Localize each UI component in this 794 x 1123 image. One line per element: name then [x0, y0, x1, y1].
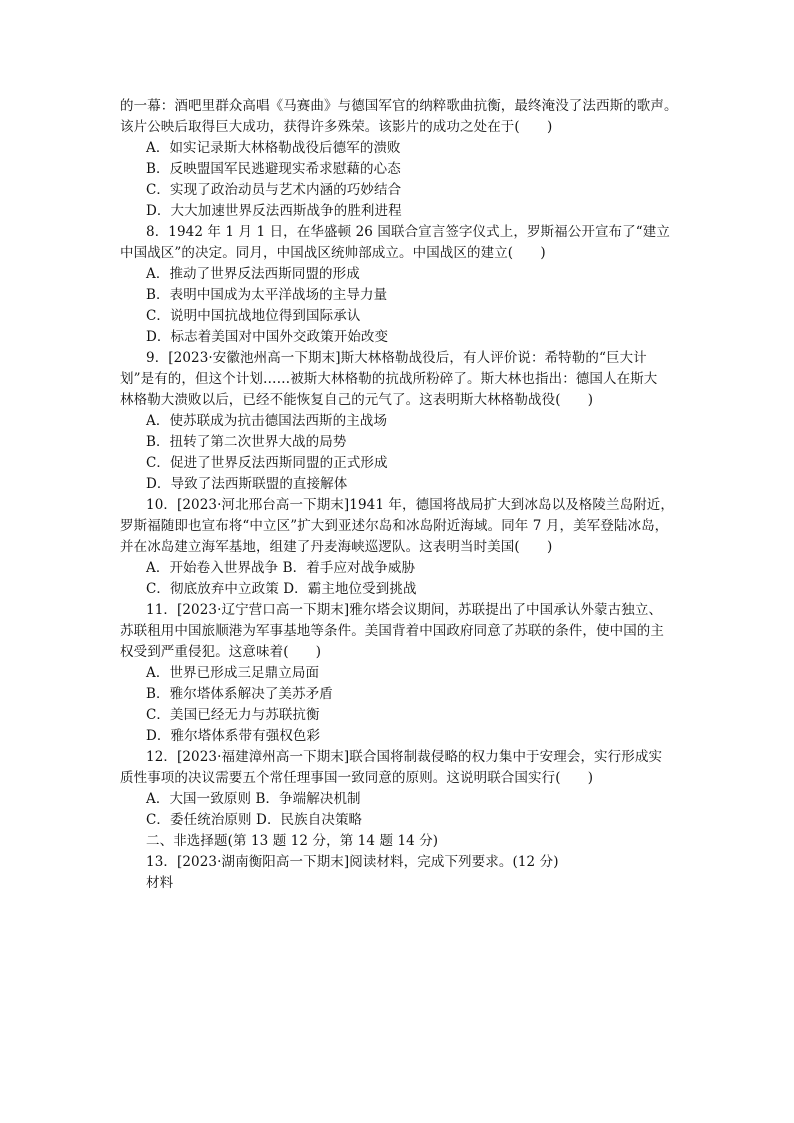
question-10-stem-cont: 罗斯福随即也宣布将“中立区”扩大到亚述尔岛和冰岛附近海域。同年 7 月，美军登陆冰岛，	[120, 518, 669, 534]
option-b: B．反映盟国军民逃避现实希求慰藉的心态	[146, 161, 401, 177]
option-a: A．如实记录斯大林格勒战役后德军的溃败	[146, 140, 401, 156]
option-c: C．美国已经无力与苏联抗衡	[146, 707, 320, 723]
option-b: B．扭转了第二次世界大战的局势	[146, 434, 347, 450]
option-c: C．实现了政治动员与艺术内涵的巧妙结合	[146, 182, 402, 198]
question-8-stem: 8．1942 年 1 月 1 日，在华盛顿 26 国联合宣言签字仪式上，罗斯福公开宣布了“建立	[146, 224, 670, 240]
option-a: A．世界已形成三足鼎立局面	[146, 665, 320, 681]
options-c-d: C．委任统治原则 D．民族自决策略	[146, 812, 363, 828]
option-c: C．促进了世界反法西斯同盟的正式形成	[146, 455, 388, 471]
option-a: A．使苏联成为抗击德国法西斯的主战场	[146, 413, 388, 429]
option-d: D．标志着美国对中国外交政策开始改变	[146, 329, 389, 345]
option-d: D．大大加速世界反法西斯战争的胜利进程	[146, 203, 402, 219]
question-13-stem: 13．[2023·湖南衡阳高一下期末]阅读材料，完成下列要求。(12 分)	[146, 854, 559, 870]
question-12-stem-cont: 质性事项的决议需要五个常任理事国一致同意的原则。这说明联合国实行( )	[120, 770, 594, 786]
options-c-d: C．彻底放弃中立政策 D．霸主地位受到挑战	[146, 581, 417, 597]
question-10-stem-cont: 并在冰岛建立海军基地，组建了丹麦海峡巡逻队。这表明当时美国( )	[120, 539, 553, 555]
question-12-stem: 12．[2023·福建漳州高一下期末]联合国将制裁侵略的权力集中于安理会，实行形成实	[146, 749, 663, 765]
section-heading: 二、非选择题(第 13 题 12 分，第 14 题 14 分)	[146, 833, 439, 849]
question-9-stem-cont: 划”是有的，但这个计划……被斯大林格勒的抗战所粉碎了。斯大林也指出：德国人在斯大	[120, 371, 658, 387]
option-c: C．说明中国抗战地位得到国际承认	[146, 308, 361, 324]
option-b: B．雅尔塔体系解决了美苏矛盾	[146, 686, 333, 702]
options-a-b: A．大国一致原则 B．争端解决机制	[146, 791, 361, 807]
material-label: 材料	[146, 875, 174, 891]
question-8-stem-cont: 中国战区”的决定。同月，中国战区统帅部成立。中国战区的建立( )	[120, 245, 546, 261]
question-9-stem: 9．[2023·安徽池州高一下期末]斯大林格勒战役后，有人评价说：希特勒的“巨大计	[146, 350, 647, 366]
question-9-stem-cont: 林格勒大溃败以后，已经不能恢复自己的元气了。这表明斯大林格勒战役( )	[120, 392, 594, 408]
question-11-stem-cont: 权受到严重侵犯。这意味着( )	[120, 644, 322, 660]
question-11-stem: 11．[2023·辽宁营口高一下期末]雅尔塔会议期间，苏联提出了中国承认外蒙古独立、	[146, 602, 663, 618]
option-b: B．表明中国成为太平洋战场的主导力量	[146, 287, 388, 303]
option-d: D．导致了法西斯联盟的直接解体	[146, 476, 348, 492]
passage-line: 的一幕：酒吧里群众高唱《马赛曲》与德国军官的纳粹歌曲抗衡，最终淹没了法西斯的歌声。	[120, 98, 678, 114]
question-10-stem: 10．[2023·河北邢台高一下期末]1941 年，德国将战局扩大到冰岛以及格陵兰岛附近，	[146, 497, 675, 513]
question-stem-line: 该片公映后取得巨大成功，获得许多殊荣。该影片的成功之处在于( )	[120, 119, 553, 135]
question-11-stem-cont: 苏联租用中国旅顺港为军事基地等条件。美国背着中国政府同意了苏联的条件，使中国的主	[120, 623, 664, 639]
options-a-b: A．开始卷入世界战争 B．着手应对战争威胁	[146, 560, 416, 576]
option-a: A．推动了世界反法西斯同盟的形成	[146, 266, 360, 282]
option-d: D．雅尔塔体系带有强权色彩	[146, 728, 321, 744]
